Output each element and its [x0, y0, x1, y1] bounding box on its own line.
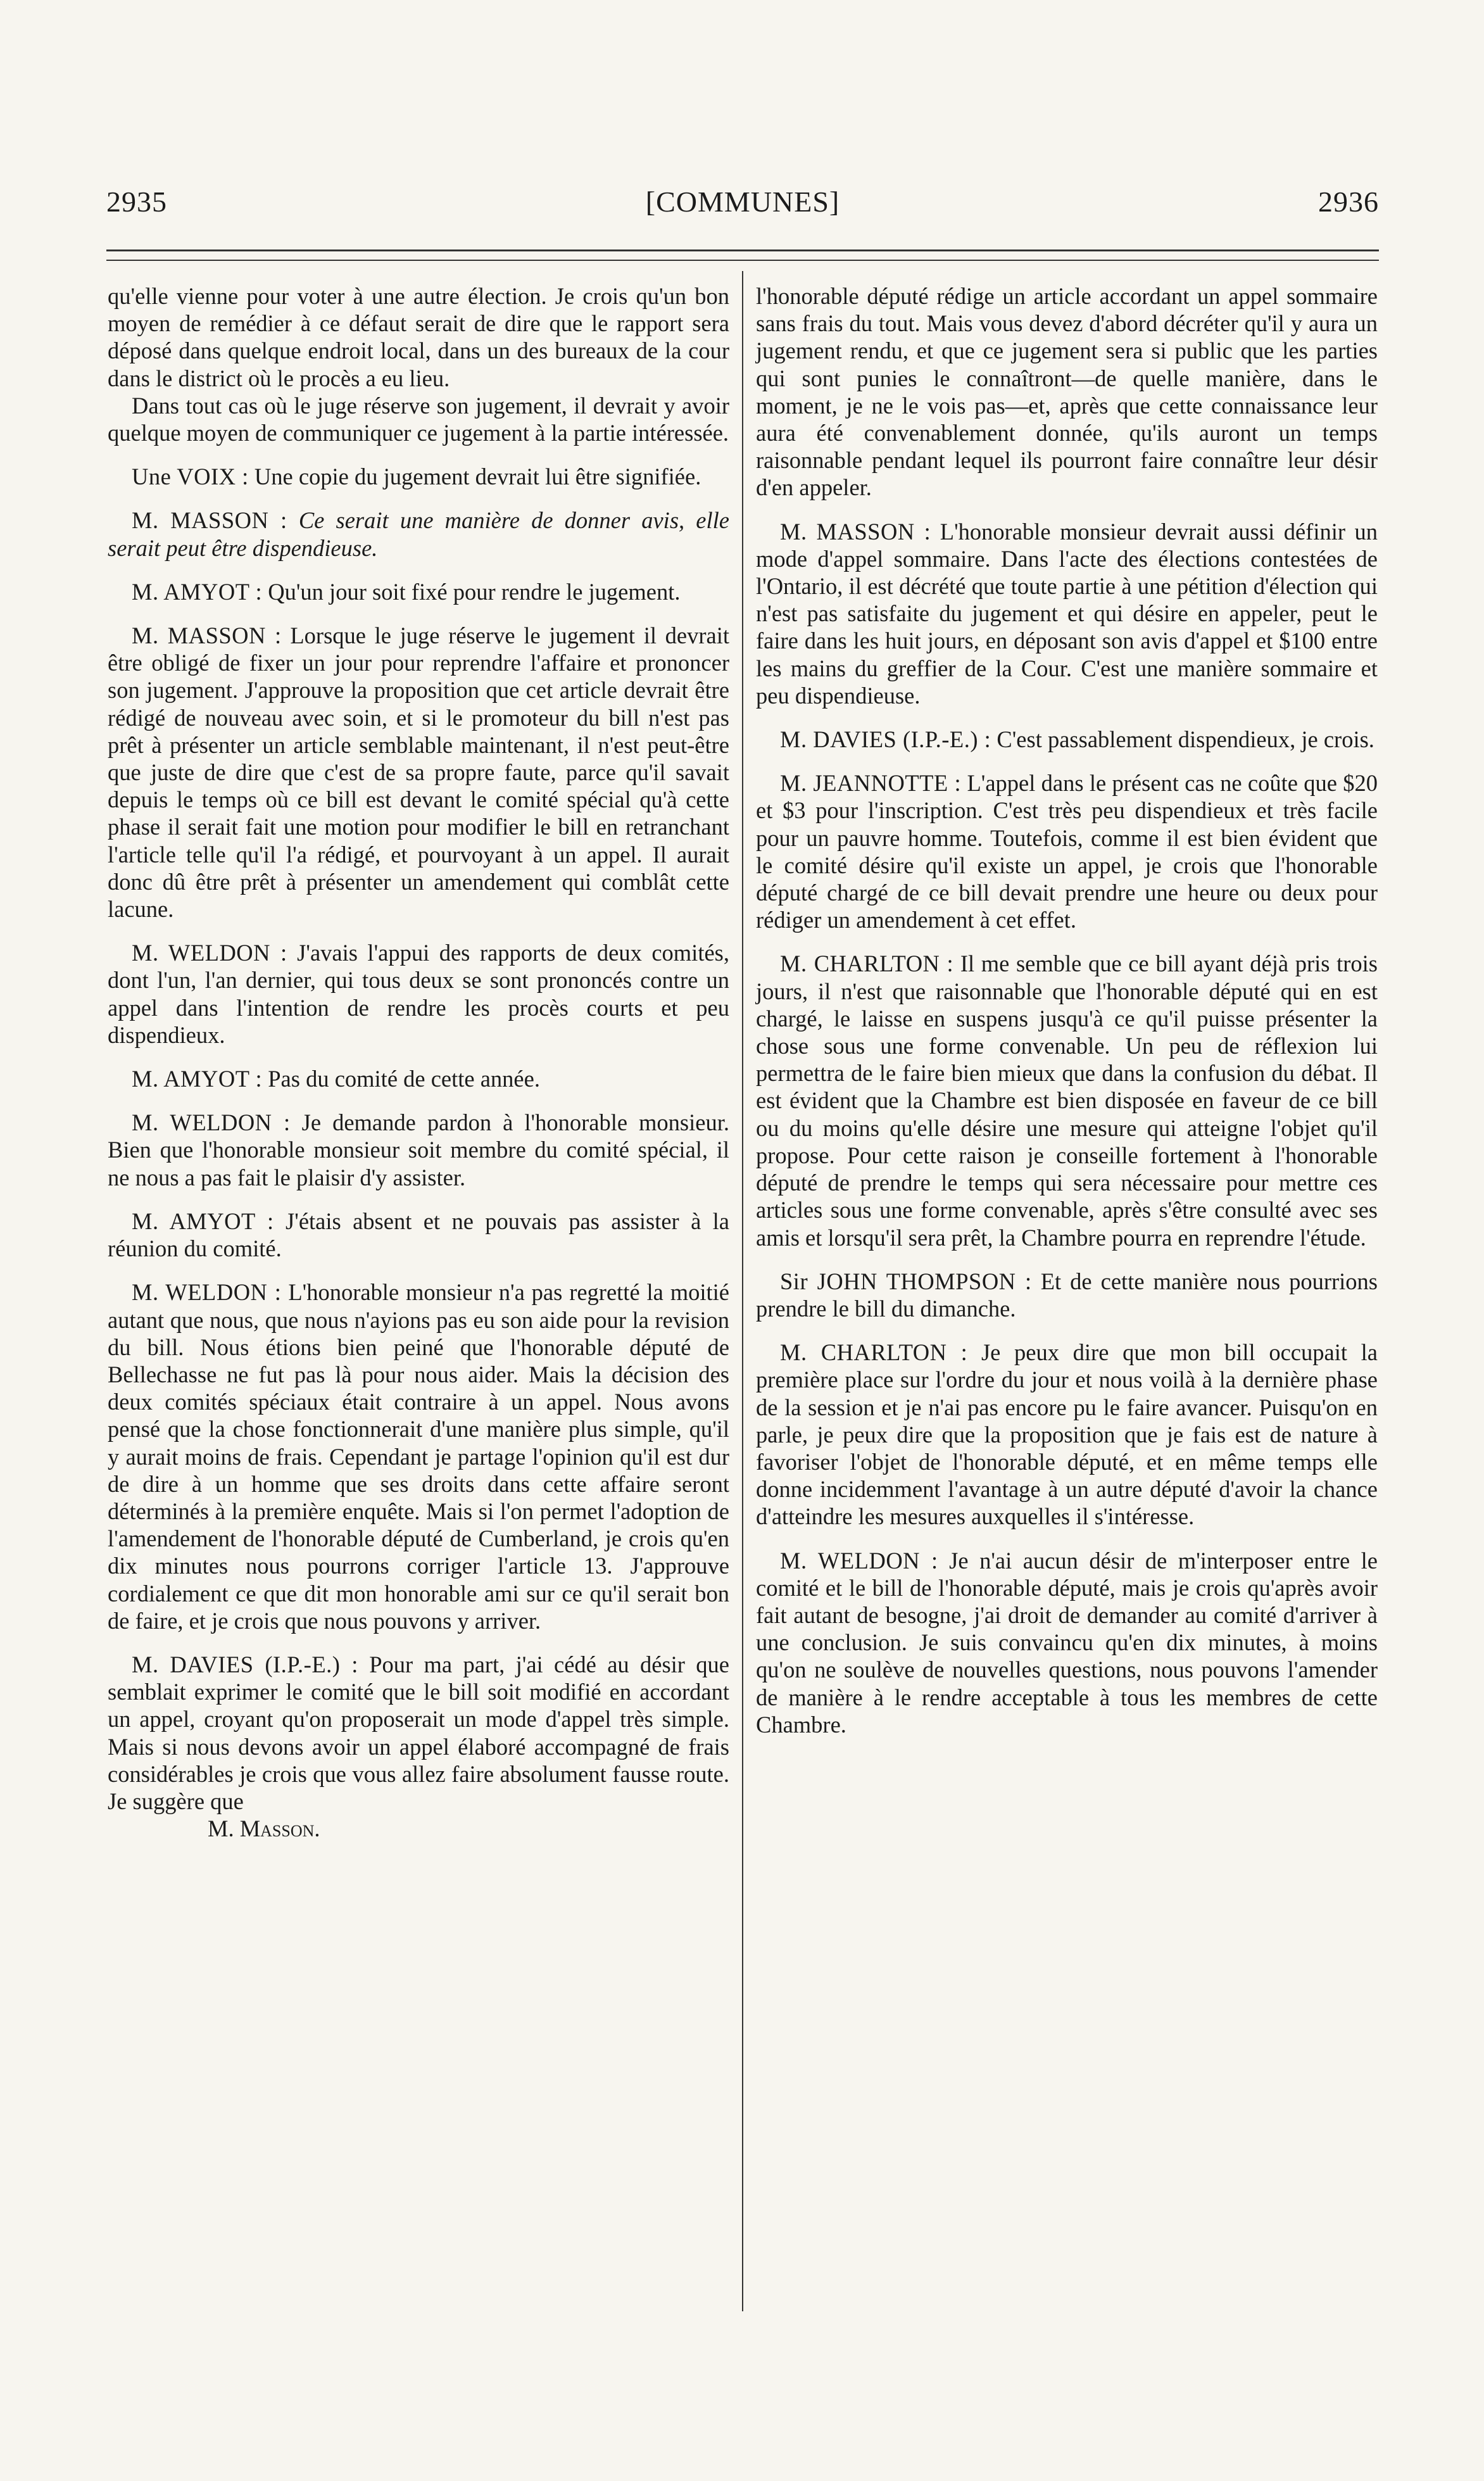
- speech: [108, 463, 729, 490]
- speech: [756, 950, 1378, 1251]
- speech: [108, 1109, 729, 1191]
- page-header: [106, 185, 1379, 229]
- speaker: M. DAVIES (I.P.-E.) :: [132, 1651, 358, 1677]
- speech-text: Et de cette manière nous pourrions prendre le bill du dimanche.: [756, 1268, 1378, 1322]
- speaker: M. AMYOT :: [132, 1066, 263, 1092]
- speech-text: Je peux dire que mon bill occupait la première place sur l'ordre du jour et nous voilà à la dernière phase de la session et je n'ai pas encore pu le faire avancer. Puisqu'on en parle, je peux dire que la proposition que je fais est de nature à favoriser l'objet de l'honorable député, et en même temps elle donne incidemment l'avantage à un autre député d'avoir la chance d'atteindre les mesures auxquelles il s'intéresse.: [756, 1339, 1378, 1530]
- page-number-right: 2936: [1318, 186, 1379, 218]
- speaker: Sir JOHN THOMPSON :: [780, 1268, 1032, 1294]
- catchword: M. Masson.: [208, 1815, 320, 1842]
- speaker: M. MASSON :: [780, 518, 931, 545]
- speaker: M. MASSON :: [132, 507, 287, 534]
- speech-text: Pour ma part, j'ai cédé au désir que semblait exprimer le comité que le bill soit modifié en accordant un appel, croyant qu'on proposerait un mode d'appel très simple. Mais si nous devons avoir un appel élaboré accompagné de frais considérables je crois que vous allez faire absolument fausse route. Je suggère que: [108, 1651, 729, 1814]
- speech-text: Je n'ai aucun désir de m'interposer entre le comité et le bill de l'honorable député, mais je crois qu'après avoir fait autant de besogne, j'ai droit de demander au comité d'arriver à une conclusion. Je suis convaincu qu'en dix minutes, à moins qu'on ne soulève de nouvelles questions, nous pouvons l'amender de manière à le rendre acceptable à tous les membres de cette Chambre.: [756, 1547, 1378, 1738]
- speaker: M. WELDON :: [132, 940, 287, 966]
- speaker: M. CHARLTON :: [780, 950, 954, 977]
- speech: [108, 622, 729, 923]
- speech-text: Une copie du jugement devrait lui être signifiée.: [248, 464, 701, 490]
- speech: [756, 1339, 1378, 1530]
- column-divider: [742, 271, 743, 2311]
- speech-text: L'appel dans le présent cas ne coûte que $20 et $3 pour l'inscription. C'est très peu dispendieux et très facile pour un pauvre homme. Toutefois, comme il est bien évident que le comité désire qu'il existe un appel, je crois que l'honorable député chargé de ce bill devait prendre une heure ou deux pour rédiger un amendement à cet effet.: [756, 770, 1378, 933]
- speaker: M. WELDON :: [132, 1279, 282, 1306]
- speech: [108, 1278, 729, 1634]
- speech-text: Ce serait une manière de donner avis, elle serait peut être dispendieuse.: [108, 507, 729, 561]
- speaker: M. JEANNOTTE :: [780, 770, 962, 797]
- speaker: M. AMYOT :: [132, 1208, 274, 1234]
- speech-text: Je demande pardon à l'honorable monsieur. Bien que l'honorable monsieur soit membre du comité spécial, il ne nous a pas fait le plaisir d'y assister.: [108, 1109, 729, 1190]
- right-column: [756, 282, 1378, 1755]
- speaker: M. WELDON :: [780, 1547, 938, 1574]
- running-title: [COMMUNES]: [645, 186, 840, 218]
- speech: [756, 769, 1378, 933]
- speech: [756, 518, 1378, 709]
- page-number-left: 2935: [106, 186, 167, 218]
- speaker: M. CHARLTON :: [780, 1339, 968, 1366]
- speech-text: L'honorable monsieur n'a pas regretté la moitié autant que nous, que nous n'ayions pas eu son aide pour la revision du bill. Nous étions bien peiné que l'honorable député de Bellechasse ne fut pas là pour nous aider. Mais la décision des deux comités spéciaux était contraire à un appel. Nous avons pensé que la chose fonctionnerait d'une manière plus simple, qu'il y aurait moins de frais. Cependant je partage l'opinion qu'il est dur de dire à un homme que ses droits dans cette affaire seront déterminés à la première enquête. Mais si l'on permet l'adoption de l'amendement de l'honorable député de Cumberland, je crois qu'en dix minutes nous pourrons corriger l'article 13. J'approuve cordialement ce que dit mon honorable ami sur ce qu'il serait bon de faire, et je crois que nous pouvons y arriver.: [108, 1279, 730, 1634]
- speech-text: Pas du comité de cette année.: [262, 1066, 540, 1092]
- speech: [756, 1547, 1378, 1738]
- speech-text: L'honorable monsieur devrait aussi définir un mode d'appel sommaire. Dans l'acte des élections contestées de l'Ontario, il est décrété que toute partie à une pétition d'élection qui n'est pas satisfaite du jugement et qui désire en appeler, peut le faire dans les huit jours, en déposant son avis d'appel et $100 entre les mains du greffier de la Cour. C'est une manière sommaire et peu dispendieuse.: [756, 518, 1378, 709]
- header-rule-top: [106, 249, 1379, 251]
- speech: [108, 1651, 729, 1815]
- speech-text: Qu'un jour soit fixé pour rendre le jugement.: [262, 578, 681, 605]
- speaker: M. MASSON :: [132, 622, 282, 649]
- speaker: M. WELDON :: [132, 1109, 291, 1136]
- speech-text: J'avais l'appui des rapports de deux comités, dont l'un, l'an dernier, qui tous deux se sont prononcés contre un appel dans l'intention de rendre les procès courts et peu dispendieux.: [108, 940, 729, 1048]
- speaker: Une VOIX :: [132, 464, 249, 490]
- speech: [756, 1268, 1378, 1322]
- paragraph: l'honorable député rédige un article accordant un appel sommaire sans frais du tout. Mais vous devez d'abord décréter qu'il y aura un jugement rendu, et que ce jugement sera si public que les parties qui sont punies le connaîtront—de quelle manière, dans le moment, je ne le vois pas—et, après que cette connaissance leur aura été convenablement donnée, qu'ils auront un temps raisonnable pendant lequel ils pourront faire connaître leur désir d'en appeler.: [756, 283, 1378, 501]
- speaker: M. AMYOT :: [132, 578, 263, 605]
- speaker: M. DAVIES (I.P.-E.) :: [780, 726, 991, 753]
- speech-text: C'est passablement dispendieux, je crois.: [991, 726, 1374, 753]
- paragraph: qu'elle vienne pour voter à une autre élection. Je crois qu'un bon moyen de remédier à ce défaut serait de dire que le rapport sera déposé dans quelque endroit local, dans un des bureaux de la cour dans le district où le procès a eu lieu.: [108, 283, 729, 391]
- header-rule-bottom: [106, 260, 1379, 261]
- speech: [108, 578, 729, 605]
- speech: [108, 1208, 729, 1262]
- speech-text: Il me semble que ce bill ayant déjà pris trois jours, il n'est que raisonnable que l'honorable député qui en est chargé, le laisse en suspens jusqu'à ce qu'il puisse présenter la chose sous une forme convenable. Un peu de réflexion lui permettra de le faire bien mieux que dans la confusion du débat. Il est évident que la Chambre est bien disposée en faveur de ce bill ou du moins qu'elle désire une mesure qui atteigne l'objet qu'il propose. Pour cette raison je conseille fortement à l'honorable député de prendre le temps qui sera nécessaire pour mettre ces articles sous une forme convenable, après s'être consulté avec ses amis et lorsqu'il sera prêt, la Chambre pourra en reprendre l'étude.: [756, 950, 1378, 1251]
- left-column: [108, 282, 729, 1859]
- paragraph: Dans tout cas où le juge réserve son jugement, il devrait y avoir quelque moyen de communiquer ce jugement à la partie intéressée.: [108, 392, 729, 446]
- speech: [756, 726, 1378, 753]
- speech-text: Lorsque le juge réserve le jugement il devrait être obligé de fixer un jour pour reprendre l'affaire et prononcer son jugement. J'approuve la proposition que cet article devrait être rédigé de nouveau avec soin, et si le promoteur du bill n'est pas prêt à présenter un article semblable maintenant, il n'est peut-être que juste de dire que c'est de sa propre faute, parce qu'il savait depuis le temps où ce bill est devant le comité spécial qu'à cette phase il serait fait une motion pour modifier le bill en retranchant l'article telle qu'il l'a rédigé, et pourvoyant à un appel. Il aurait donc dû être prêt à présenter un amendement qui comblât cette lacune.: [108, 622, 730, 923]
- speech-text: J'étais absent et ne pouvais pas assister à la réunion du comité.: [108, 1208, 730, 1262]
- speech: [108, 507, 729, 561]
- speech: [108, 939, 729, 1049]
- speech: [108, 1065, 729, 1092]
